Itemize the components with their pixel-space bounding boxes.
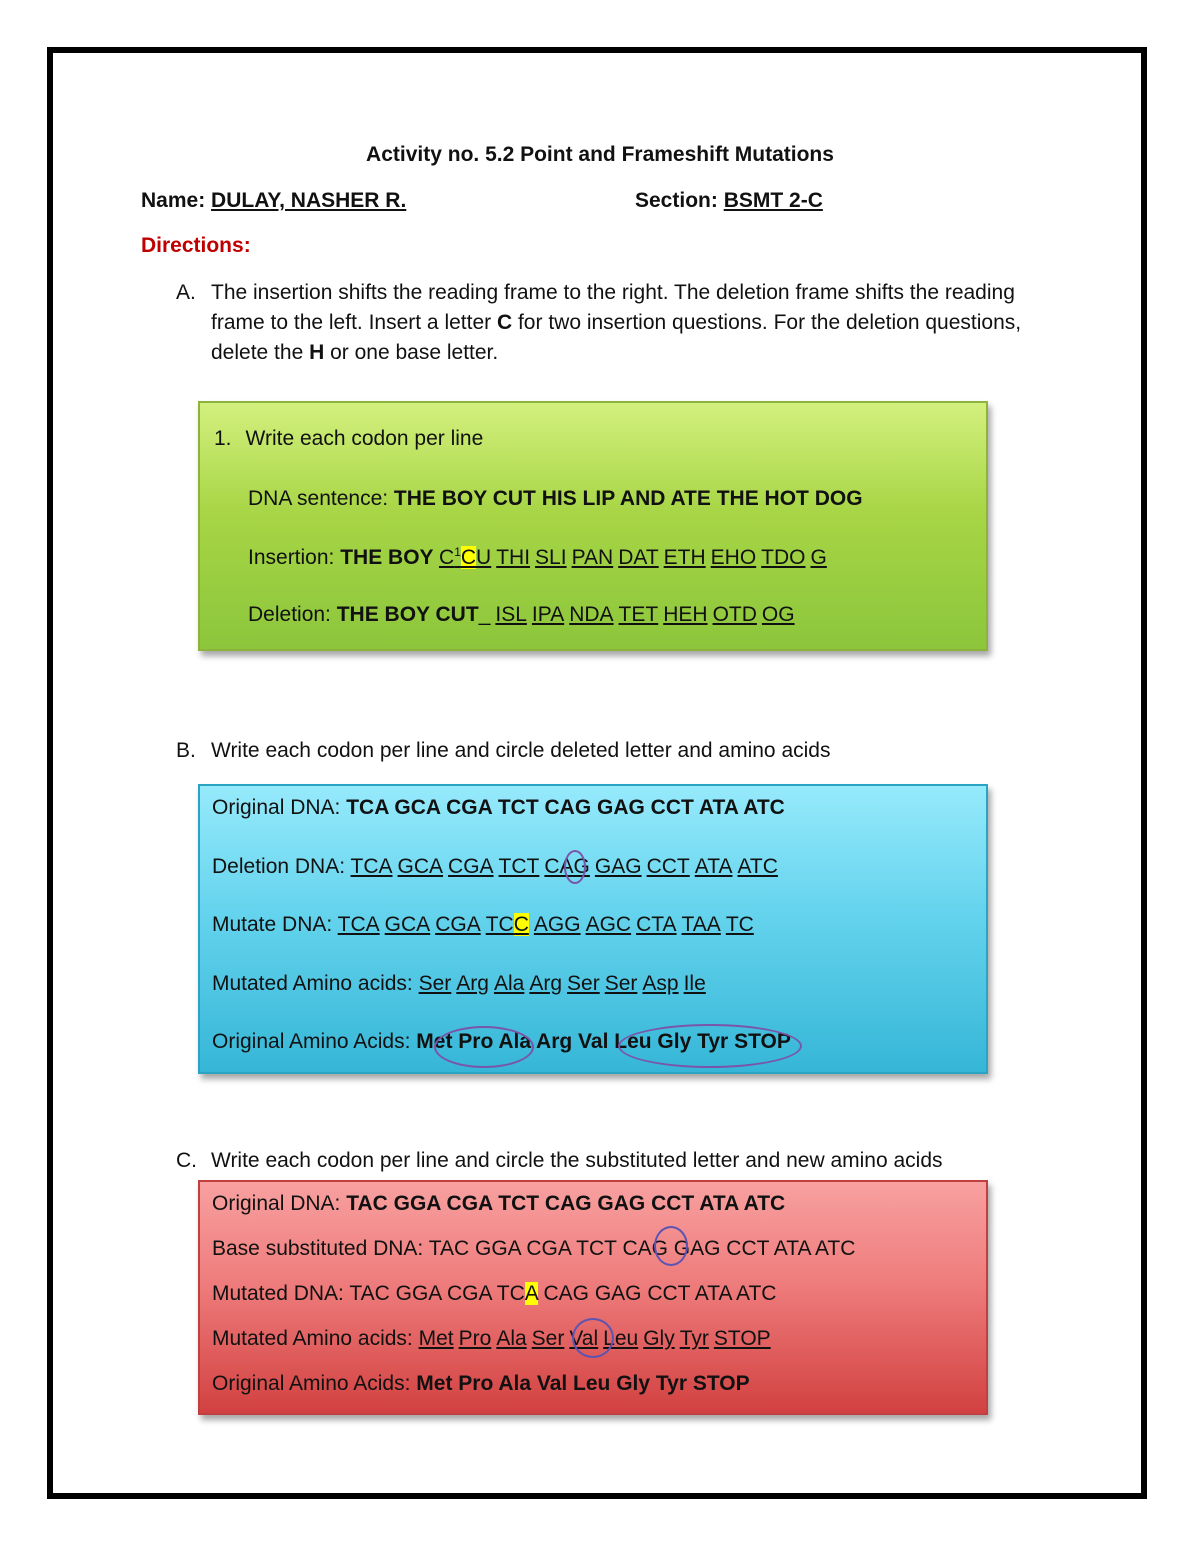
b-mutate-dna: Mutate DNA: TCA GCA CGA TCC AGG AGC CTA TAA TC bbox=[212, 913, 754, 936]
deletion-line: Deletion: THE BOY CUT_ ISL IPA NDA TET HEH OTD OG bbox=[248, 603, 795, 626]
new-amino-circle bbox=[572, 1318, 614, 1358]
section-value: BSMT 2-C bbox=[723, 189, 823, 212]
amino-circle-2 bbox=[618, 1024, 802, 1068]
b-mutated-amino: Mutated Amino acids: Ser Arg Ala Arg Ser Ser Asp Ile bbox=[212, 972, 706, 995]
section-field: Section: BSMT 2-C bbox=[635, 189, 823, 212]
b-original-amino: Original Amino Acids: Met Pro Ala Arg Val Leu Gly Tyr STOP bbox=[212, 1030, 791, 1053]
substitution-box bbox=[198, 1180, 988, 1415]
deleted-letter-circle bbox=[564, 850, 586, 884]
c-mutated-dna: Mutated DNA: TAC GGA CGA TCA CAG GAG CCT ATA ATC bbox=[212, 1282, 777, 1305]
deletion-mutation-box bbox=[198, 784, 988, 1074]
box-a-item: 1. Write each codon per line bbox=[214, 427, 484, 450]
directions-heading: Directions: bbox=[141, 234, 251, 257]
insertion-deletion-box bbox=[198, 401, 988, 651]
insertion-line: Insertion: THE BOY $C^1CU$ THI SLI PAN DAT ETH EHO TDO G bbox=[248, 545, 827, 569]
name-field: Name: DULAY, NASHER R. bbox=[141, 189, 407, 212]
page-title: Activity no. 5.2 Point and Frameshift Mutations bbox=[366, 143, 834, 166]
name-value: DULAY, NASHER R. bbox=[211, 189, 407, 212]
b-original-dna: Original DNA: TCA GCA CGA TCT CAG GAG CCT ATA ATC bbox=[212, 796, 785, 819]
c-original-dna: Original DNA: TAC GGA CGA TCT CAG GAG CCT ATA ATC bbox=[212, 1192, 786, 1215]
substituted-letter-circle bbox=[654, 1226, 688, 1266]
b-deletion-dna: Deletion DNA: TCA GCA CGA TCT CAG GAG CCT ATA ATC bbox=[212, 855, 778, 878]
c-mutated-amino: Mutated Amino acids: Met Pro Ala Ser Val Leu Gly Tyr STOP bbox=[212, 1327, 771, 1350]
c-base-substituted-dna: Base substituted DNA: TAC GGA CGA TCT CAG GAG CCT ATA ATC bbox=[212, 1237, 856, 1260]
c-original-amino: Original Amino Acids: Met Pro Ala Val Leu Gly Tyr STOP bbox=[212, 1372, 750, 1395]
amino-circle-1 bbox=[434, 1026, 534, 1068]
dna-sentence-line: DNA sentence: THE BOY CUT HIS LIP AND ATE THE HOT DOG bbox=[248, 487, 863, 510]
